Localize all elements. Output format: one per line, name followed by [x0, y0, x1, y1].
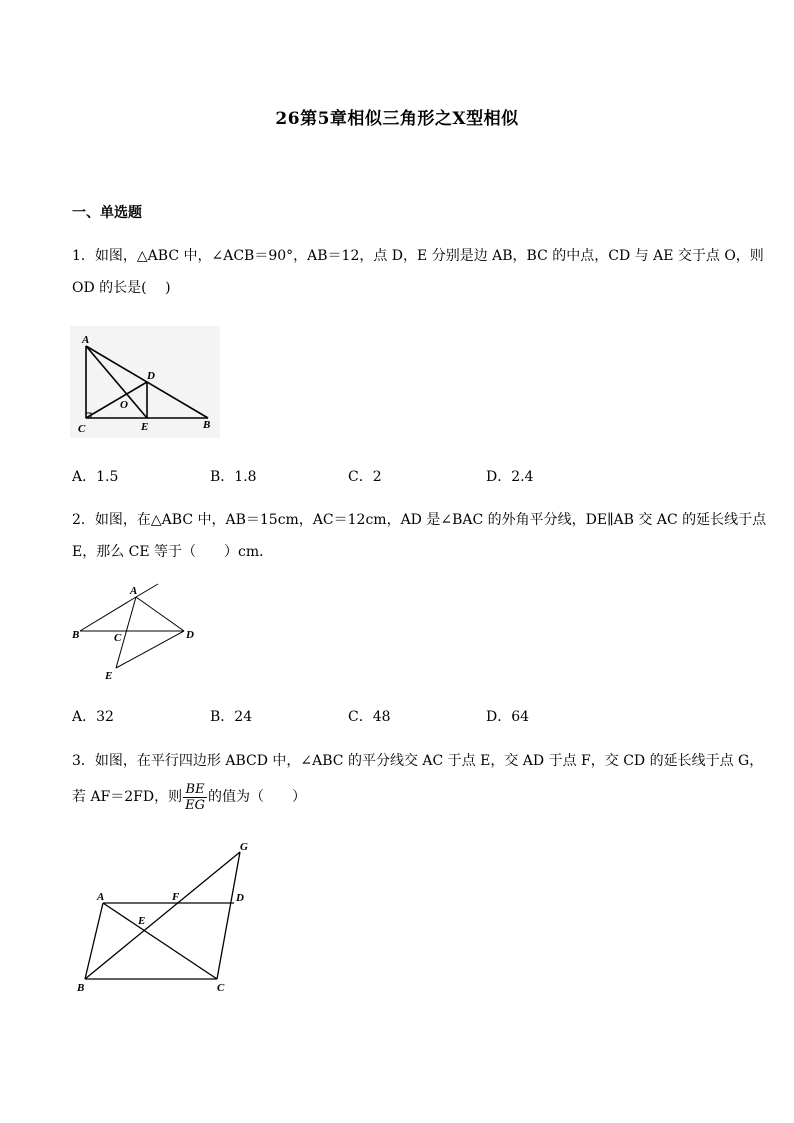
q2-segment-ad [136, 597, 184, 631]
q2-label-b: B [72, 629, 80, 641]
q2-extension-ba [136, 584, 158, 597]
q2-segment-de [116, 631, 184, 668]
q3-text-line2 [72, 779, 306, 815]
q3-bisector-bg [85, 852, 240, 979]
q3-label-f: F [172, 891, 180, 903]
q2-text-line2: E，那么 CE 等于（ ）cm． [72, 544, 274, 560]
q3-text-line2-suffix: 的值为（ ） [208, 789, 306, 805]
q2-label-e: E [105, 670, 113, 682]
q2-label-c: C [114, 632, 122, 644]
q1-label-c: C [78, 423, 86, 435]
q2-figure [70, 582, 200, 682]
q3-label-d: D [236, 892, 244, 904]
q3-side-ab [85, 903, 103, 979]
q3-label-e: E [138, 915, 146, 927]
q3-label-g: G [240, 841, 248, 853]
q1-option-a: A．1.5 [72, 469, 119, 485]
section-heading: 一、单选题 [72, 205, 142, 221]
q2-label-d: D [186, 629, 194, 641]
q2-text-line1: 2．如图，在△ABC 中，AB＝15cm，AC＝12cm，AD 是∠BAC 的外角平分线，DE∥AB 交 AC 的延长线于点 [72, 512, 767, 528]
q3-label-a: A [97, 891, 105, 903]
q1-label-b: B [203, 419, 211, 431]
q3-figure [70, 836, 260, 996]
q3-fraction-numerator: BE [183, 782, 207, 798]
q3-side-cd-extended [217, 852, 240, 979]
q2-option-a: A．32 [72, 709, 114, 725]
q1-label-e: E [141, 421, 149, 433]
q3-text-line2-prefix: 若 AF＝2FD，则 [72, 789, 183, 805]
q2-option-d: D．64 [486, 709, 530, 725]
q3-fraction [183, 782, 207, 813]
q2-option-b: B．24 [210, 709, 253, 725]
q3-label-b: B [77, 982, 85, 994]
q1-label-a: A [82, 334, 90, 346]
q2-option-c: C．48 [348, 709, 391, 725]
q1-text-line2: OD 的长是( ) [72, 280, 171, 296]
q3-text-line1: 3．如图，在平行四边形 ABCD 中，∠ABC 的平分线交 AC 于点 E，交 AD 于点 F，交 CD 的延长线于点 G， [72, 753, 764, 769]
q1-option-b: B．1.8 [210, 469, 257, 485]
q3-label-c: C [217, 982, 225, 994]
q1-option-d: D．2.4 [486, 469, 534, 485]
q3-diagonal-ac [103, 903, 217, 979]
q2-label-a: A [130, 585, 138, 597]
q3-fraction-denominator: EG [185, 797, 205, 813]
page-title: 26第5章相似三角形之X型相似 [275, 109, 519, 129]
q1-label-d: D [147, 370, 155, 382]
q1-text-line1: 1．如图，△ABC 中，∠ACB＝90°，AB＝12，点 D，E 分别是边 AB，BC 的中点，CD 与 AE 交于点 O，则 [72, 248, 764, 264]
q1-option-c: C．2 [348, 469, 382, 485]
q1-label-o: O [120, 399, 128, 411]
q1-figure [70, 326, 220, 438]
